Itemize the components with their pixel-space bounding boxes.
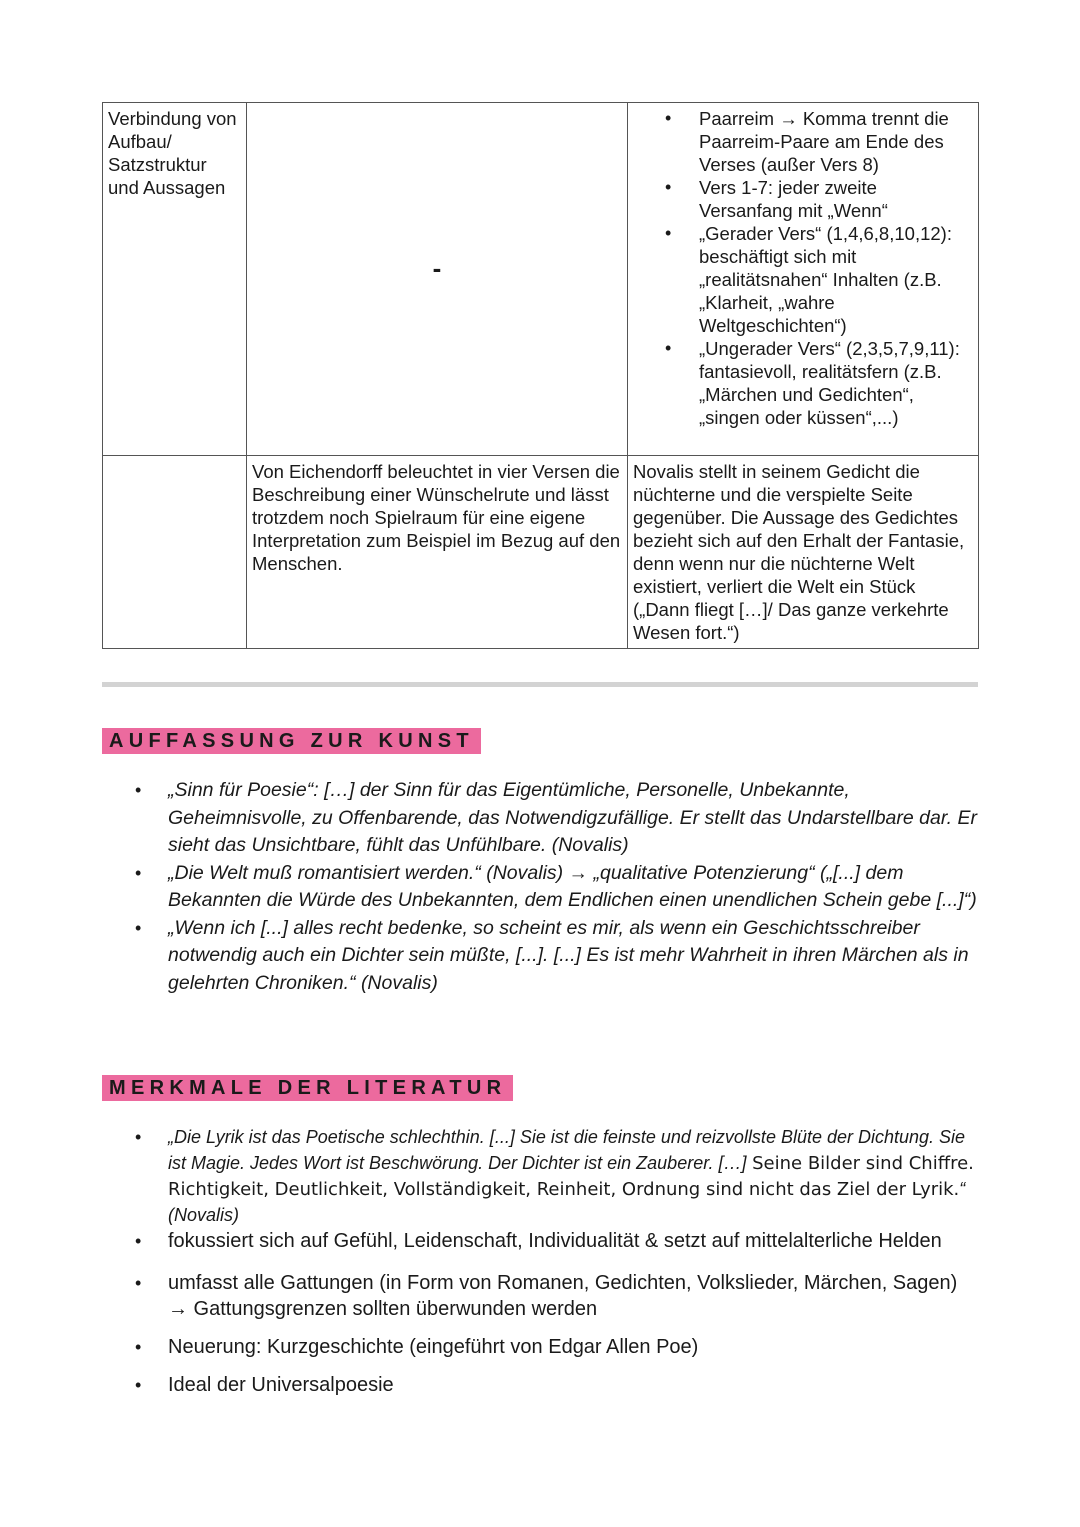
novalis-summary-cell [628,456,979,649]
lyrik-quote: „Die Lyrik ist das Poetische schlechthin. [...] Sie ist die feinste und reizvollste Blüte der Dichtung. Sie ist Magie. Jedes Wort ist Beschwörung. Der Dichter ist ein Zauberer. […] [168,1127,966,1173]
list-item: • „Wenn ich [...] alles recht bedenke, so scheint es mir, als wenn ein Geschichtsschreiber notwendig auch ein Dichter sein müßte, [...]. [...] Es ist mehr Wahrheit in ihren Märchen als in gelehrten Chroniken.“ (Novalis) [102,915,982,998]
lyrik-quote-continued: Seine Bilder sind Chiffre. Richtigkeit, Deutlichkeit, Vollständigkeit, Reinheit, Ordnung sind nicht das Ziel der Lyrik. [168,1153,974,1200]
row-label-cell [103,456,247,649]
novalis-cell [628,103,979,456]
section-divider [102,682,978,687]
list-item: • „Sinn für Poesie“: […] der Sinn für das Eigentümliche, Personelle, Unbekannte, Geheimnisvolle, zu Offenbarende, das Notwendigzufällige. Er stellt das Undarstellbare dar. Er sieht das Unsichtbare, fühlt das Unfühlbare. (Novalis) [102,777,982,860]
list-item: • Paarreim → Komma trennt die Paarreim-Paare am Ende des Verses (außer Vers 8) [633,107,973,176]
row-label-cell [103,103,247,456]
merkmale-bullet-list [102,1124,982,1398]
list-item: • „Gerader Vers“ (1,4,6,8,10,12): beschäftigt sich mit „realitätsnahen“ Inhalten (z.B. „Klarheit, „wahre Weltgeschichten“) [633,222,973,337]
list-item: • fokussiert sich auf Gefühl, Leidenschaft, Individualität & setzt auf mittelalterliche Helden [102,1228,982,1254]
novalis-summary: Novalis stellt in seinem Gedicht die nüchterne und die verspielte Seite gegenüber. Die Aussage des Gedichtes bezieht sich auf den Erhalt der Fantasie, denn wenn nur die nüchterne Welt existiert, verliert die Welt ein Stück („Dann fliegt […]/ Das ganze verkehrte Wesen fort.“) [633,461,965,643]
list-item: • Neuerung: Kurzgeschichte (eingeführt von Edgar Allen Poe) [102,1334,982,1360]
list-item: • „Die Welt muß romantisiert werden.“ (Novalis) → „qualitative Potenzierung“ („[...] dem Bekannten die Würde des Unbekannten, dem Endlichen einen unendlichen Schein gebe [...]“) [102,860,982,915]
list-item: • umfasst alle Gattungen (in Form von Romanen, Gedichten, Volkslieder, Märchen, Sagen) → Gattungsgrenzen sollten überwunden werden [102,1270,982,1322]
list-item [102,1124,982,1228]
eichendorff-cell [247,103,628,456]
table-row [103,456,979,649]
row-label: Verbindung von Aufbau/ Satzstruktur und Aussagen [108,108,237,198]
cell-bullet-list [633,107,973,429]
quote-source: “ (Novalis) [168,1179,966,1225]
list-item: • Vers 1-7: jeder zweite Versanfang mit „Wenn“ [633,176,973,222]
list-item: • „Ungerader Vers“ (2,3,5,7,9,11): fantasievoll, realitätsfern (z.B. „Märchen und Gedichten“, „singen oder küssen“,...) [633,337,973,429]
kunst-bullet-list [102,777,982,997]
table-row [103,103,979,456]
empty-dash: - [432,253,442,283]
eichendorff-summary-cell [247,456,628,649]
section-heading-kunst: AUFFASSUNG ZUR KUNST [102,728,481,754]
list-item: • Ideal der Universalpoesie [102,1372,982,1398]
comparison-table [102,102,979,649]
eichendorff-summary: Von Eichendorff beleuchtet in vier Versen die Beschreibung einer Wünschelrute und lässt trotzdem noch Spielraum für eine eigene Interpretation zum Beispiel im Bezug auf den Menschen. [252,461,621,574]
section-heading-merkmale: MERKMALE DER LITERATUR [102,1075,513,1101]
